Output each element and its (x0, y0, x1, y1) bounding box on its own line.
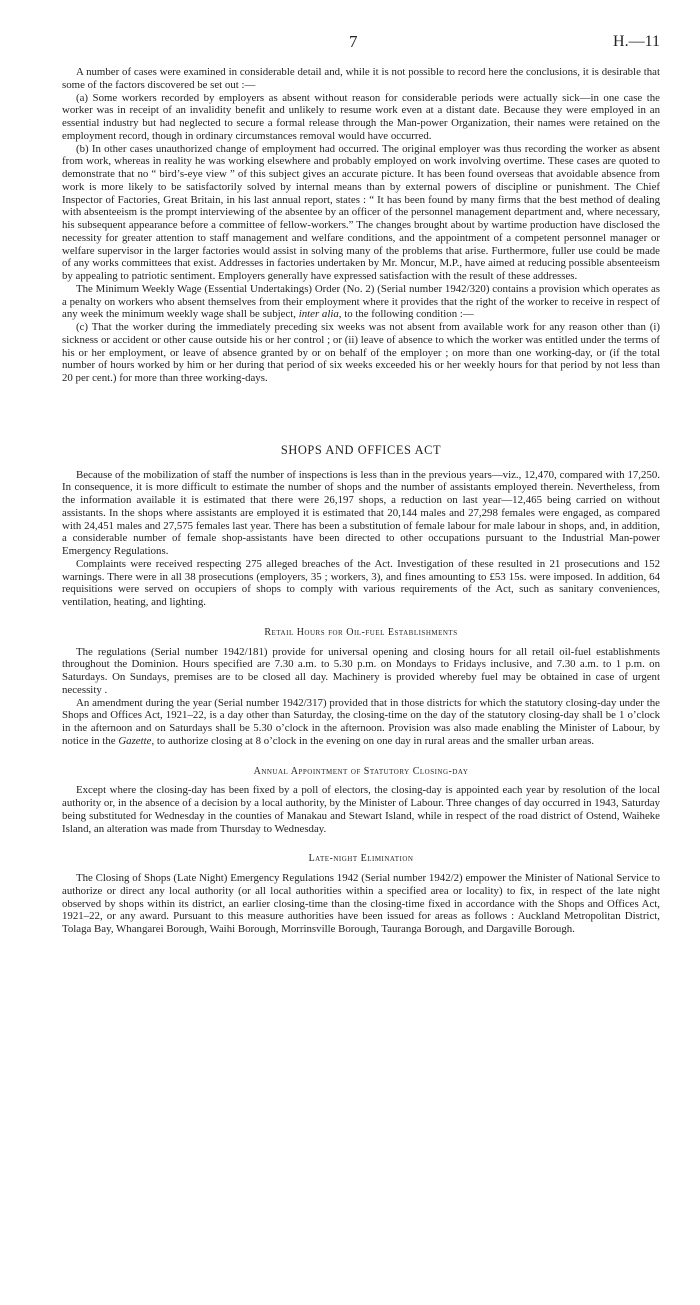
paragraph-text: , to authorize closing at 8 o’clock in the evening on one day in rural areas and the smaller urban areas. (151, 734, 595, 747)
italic-term: inter alia (298, 308, 339, 321)
section-heading: SHOPS AND OFFICES ACT (280, 442, 442, 457)
paragraph (62, 283, 660, 321)
document-reference: H.—11 (613, 33, 660, 50)
late-night-section (62, 872, 660, 936)
retail-hours-section (62, 646, 660, 748)
paragraph: Complaints were received respecting 275 alleged breaches of the Act. Investigation of these resulted in 21 prosecutions and 152 warnings. There were in all 38 prosecutions (employers, 35 ; workers, 3), and fines amounting to £53 15s. were imposed. In addition, 64 requisitions were served on occupiers of shops to comply with various requirements of the Act, such as sanitary conveniences, ventilation, heating, and lighting. (62, 557, 660, 608)
annual-closing-day-section (62, 784, 660, 835)
paragraph-text: The Minimum Weekly Wage (Essential Undertakings) Order (No. 2) (Serial number 1942/320) contains a provision which operates as a penalty on workers who absent themselves from their employment where it provides that the right of the worker to receive in respect of any week the minimum weekly wage shall be subject, (62, 282, 660, 321)
paragraph-text: An amendment during the year (Serial number 1942/317) provided that in those districts for which the statutory closing-day under the Shops and Offices Act, 1921–22, is a day other than Saturday, the closing-time on the day of the statutory closing-day shall be 1 o’clock in the afternoon and on Saturdays shall be 5.30 o’clock in the afternoon. Provision was also made enabling the Minister of Labour, by notice in the (62, 696, 660, 747)
paragraph: (a) Some workers recorded by employers as absent without reason for considerable periods were actually sick—in one case the worker was in receipt of an invalidity benefit and unlikely to resume work even at a distant date. Because they were employed in an essential industry but had neglected to secure a formal release through the Man-power Organization, their names were retained on the employment record, though in ordinary circumstances removal would have occurred. (62, 91, 660, 142)
paragraph-text: , to the following condition :— (338, 308, 474, 321)
subsection-heading: Retail Hours for Oil-fuel Establishments (264, 626, 458, 638)
subsection-heading: Late-night Elimination (308, 853, 414, 865)
italic-term: Gazette (118, 734, 152, 747)
absenteeism-section (62, 66, 660, 385)
paragraph: A number of cases were examined in considerable detail and, while it is not possible to record here the conclusions, it is desirable that some of the factors discovered be set out :— (62, 66, 660, 91)
page-number: 7 (349, 32, 358, 51)
paragraph (62, 697, 660, 748)
page-header (62, 32, 660, 66)
paragraph: The regulations (Serial number 1942/181) provide for universal opening and closing hours for all retail oil-fuel establishments throughout the Dominion. Hours specified are 7.30 a.m. to 5.30 p.m. on Mondays to Fridays inclusive, and 7.30 a.m. to 1 p.m. on Saturdays. On Sundays, premises are to be closed all day. Machinery is provided whereby fuel may be obtained in case of urgent necessity . (62, 645, 660, 696)
paragraph: (b) In other cases unauthorized change of employment had occurred. The original employer was thus recording the worker as absent from work, whereas in reality he was working elsewhere and probably employed on work involving overtime. These cases are quoted to demonstrate that no “ bird’s-eye view ” of this subject gives an accurate picture. It has been found overseas that avoidable absence from work is more likely to be satisfactorily solved by internal means than by external powers of discipline or punishment. The Chief Inspector of Factories, Great Britain, in his last annual report, states : “ It has been found by many firms that the best method of dealing with absenteeism is the prompt interviewing of the absentee by an officer of the personnel management department and, where necessary, his subsequent appearance before a committee of fellow-workers.” The changes brought about by wartime production have disclosed the necessity for greater attention to staff management and welfare conditions, and the appointment of a competent personnel manager or welfare supervisor in the larger factories would assist in solving many of the problems that arise. Furthermore, fuller use could be made of any works committees that exist. Addresses in factories undertaken by Mr. Moncur, M.P., have aimed at reducing possible absenteeism by appealing to patriotic sentiment. Employers generally have expressed satisfaction with the result of these addresses. (62, 142, 660, 282)
shops-section (62, 469, 660, 609)
paragraph: (c) That the worker during the immediately preceding six weeks was not absent from available work for any reason other than (i) sickness or accident or other cause outside his or her control ; or (ii) leave of absence to which the worker was entitled under the terms of his or her employment, or leave of absence granted by or on behalf of the employer ; on more than one working-day, or (if the total number of hours worked by him or her during that period of six weeks exceeded his or her weekly hours for that period by not less than 20 per cent.) for more than three working-days. (62, 321, 660, 384)
paragraph: Except where the closing-day has been fixed by a poll of electors, the closing-day is appointed each year by resolution of the local authority or, in the absence of a decision by a local authority, by the Minister of Labour. Three changes of day occurred in 1943, Saturday being substituted for Wednesday in the counties of Manakau and Stewart Island, while in respect of the road district of Ostend, Waiheke Island, an alteration was made from Thursday to Wednesday. (62, 784, 660, 835)
paragraph: Because of the mobilization of staff the number of inspections is less than in the previous years—viz., 12,470, compared with 17,250. In consequence, it is more difficult to estimate the number of shops and the number of assistants employed therein. Nevertheless, from the information available it is estimated that there were 26,197 shops, a reduction on last year—12,465 being carried on without assistants. In the shops where assistants are employed it is estimated that 20,144 males and 27,298 females were engaged, as compared with 24,451 males and 27,575 females last year. There has been a substitution of female labour for male labour in shops, and, in addition, a considerable number of female shop-assistants have been directed to other occupations pursuant to the Industrial Man-power Emergency Regulations. (62, 468, 660, 557)
paragraph: The Closing of Shops (Late Night) Emergency Regulations 1942 (Serial number 1942/2) empower the Minister of National Service to authorize or direct any local authority (or all local authorities within a specified area or locality) to fix, in respect of the late night observed by shops within its district, an earlier closing-time than the closing-time fixed in accordance with the Shops and Offices Act, 1921–22, or any award. Pursuant to this measure authorities have been issued for areas as follows : Auckland Metropolitan District, Tolaga Bay, Whangarei Borough, Waihi Borough, Morrinsville Borough, Tauranga Borough, and Dargaville Borough. (62, 872, 660, 935)
subsection-heading: Annual Appointment of Statutory Closing-day (253, 765, 469, 777)
